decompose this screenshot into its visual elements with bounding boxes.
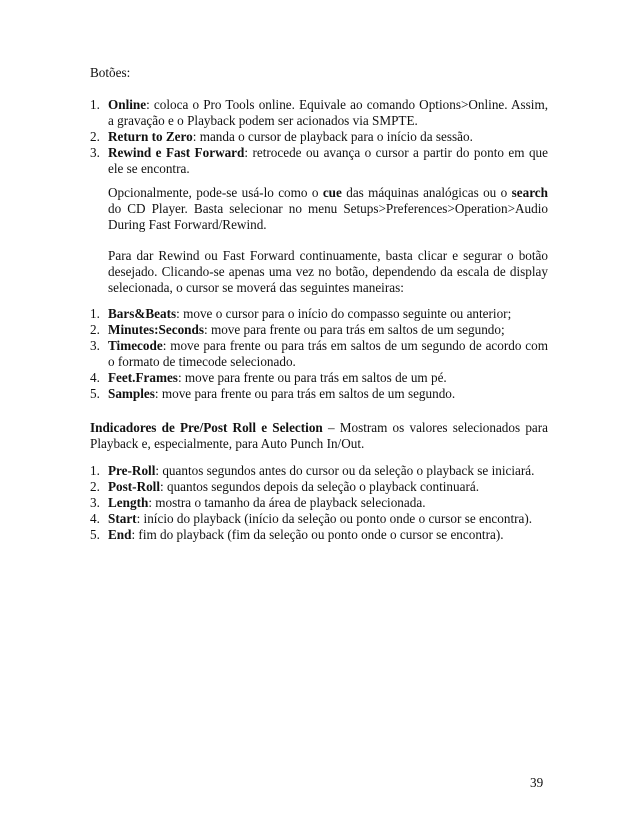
indicators-list <box>90 463 548 543</box>
section-title: Indicadores de Pre/Post Roll e Selection <box>90 420 323 435</box>
list-item <box>90 495 548 511</box>
list-term: Samples <box>108 386 155 401</box>
list-term: Timecode <box>108 338 163 353</box>
list-text: : início do playback (início da seleção ou ponto onde o cursor se encontra). <box>136 511 533 526</box>
list-number: 1. <box>90 306 100 321</box>
list-number: 4. <box>90 511 100 526</box>
list-item <box>90 527 548 543</box>
list-item <box>90 463 548 479</box>
list-text: : manda o cursor de playback para o início da sessão. <box>192 129 473 144</box>
list-term: Return to Zero <box>108 129 193 144</box>
section-heading-botoes: Botões: <box>90 65 131 80</box>
indicators-list-block <box>90 463 548 543</box>
list-number: 3. <box>90 338 100 353</box>
list-term: Start <box>108 511 137 526</box>
buttons-list <box>90 97 548 177</box>
display-scale-list <box>90 306 548 402</box>
list-term: Feet.Frames <box>108 370 178 385</box>
list-term: Online <box>108 97 147 112</box>
list-text: : move para frente ou para trás em saltos de um segundo. <box>154 386 456 401</box>
list-number: 2. <box>90 129 100 144</box>
list-text: : quantos segundos depois da seleção o playback continuará. <box>160 479 479 494</box>
list-number: 3. <box>90 145 100 160</box>
display-scale-list-block <box>90 306 548 402</box>
list-item <box>90 511 548 527</box>
buttons-list-block <box>90 97 548 177</box>
list-number: 5. <box>90 527 100 542</box>
list-number: 1. <box>90 463 100 478</box>
list-text: : move para frente ou para trás em saltos de um segundo de acordo com o formato de timecode selecionado. <box>108 338 548 369</box>
list-item <box>90 322 548 338</box>
list-number: 4. <box>90 370 100 385</box>
list-term: Rewind e Fast Forward <box>108 145 245 160</box>
list-term: Length <box>108 495 149 510</box>
list-text: : mostra o tamanho da área de playback selecionada. <box>148 495 426 510</box>
list-term: End <box>108 527 132 542</box>
section-indicadores <box>90 420 548 452</box>
list-text: : move o cursor para o início do compasso seguinte ou anterior; <box>176 306 512 321</box>
list-item <box>90 129 548 145</box>
term-search: search <box>511 185 548 200</box>
list-item <box>90 145 548 177</box>
list-term: Bars&Beats <box>108 306 177 321</box>
list-text: : retrocede ou avança o cursor a partir do ponto em que ele se encontra. <box>108 145 548 176</box>
list-number: 5. <box>90 386 100 401</box>
list-item <box>90 338 548 370</box>
list-item <box>90 370 548 386</box>
list-item <box>90 386 548 402</box>
list-item <box>90 479 548 495</box>
term-cue: cue <box>322 185 342 200</box>
list-text: : move para frente ou para trás em saltos de um segundo; <box>203 322 505 337</box>
page-number: 39 <box>530 775 544 790</box>
list-text: : move para frente ou para trás em saltos de um pé. <box>177 370 447 385</box>
section-text: – Mostram os valores selecionados para Playback e, especialmente, para Auto Punch In/Out. <box>90 420 549 451</box>
list-term: Minutes:Seconds <box>108 322 204 337</box>
list-item <box>90 306 548 322</box>
paragraph-continuous-rewind: Para dar Rewind ou Fast Forward continuamente, basta clicar e segurar o botão desejado. Clicando-se apenas uma vez no botão, dependendo da escala de display selecionada, o cursor se moverá das seguintes maneiras: <box>108 248 548 295</box>
list-number: 2. <box>90 322 100 337</box>
list-term: Pre-Roll <box>108 463 156 478</box>
list-term: Post-Roll <box>108 479 161 494</box>
list-text: : coloca o Pro Tools online. Equivale ao comando Options>Online. Assim, a gravação e o Playback podem ser acionados via SMPTE. <box>108 97 548 128</box>
list-number: 2. <box>90 479 100 494</box>
paragraph-cue-search: Opcionalmente, pode-se usá-lo como o cue das máquinas analógicas ou o search do CD Player. Basta selecionar no menu Setups>Preferences>Operation>Audio During Fast Forward/Rewind. <box>108 185 548 232</box>
list-item <box>90 97 548 129</box>
list-number: 1. <box>90 97 100 112</box>
list-number: 3. <box>90 495 100 510</box>
list-text: : fim do playback (fim da seleção ou ponto onde o cursor se encontra). <box>131 527 504 542</box>
list-text: : quantos segundos antes do cursor ou da seleção o playback se iniciará. <box>155 463 535 478</box>
